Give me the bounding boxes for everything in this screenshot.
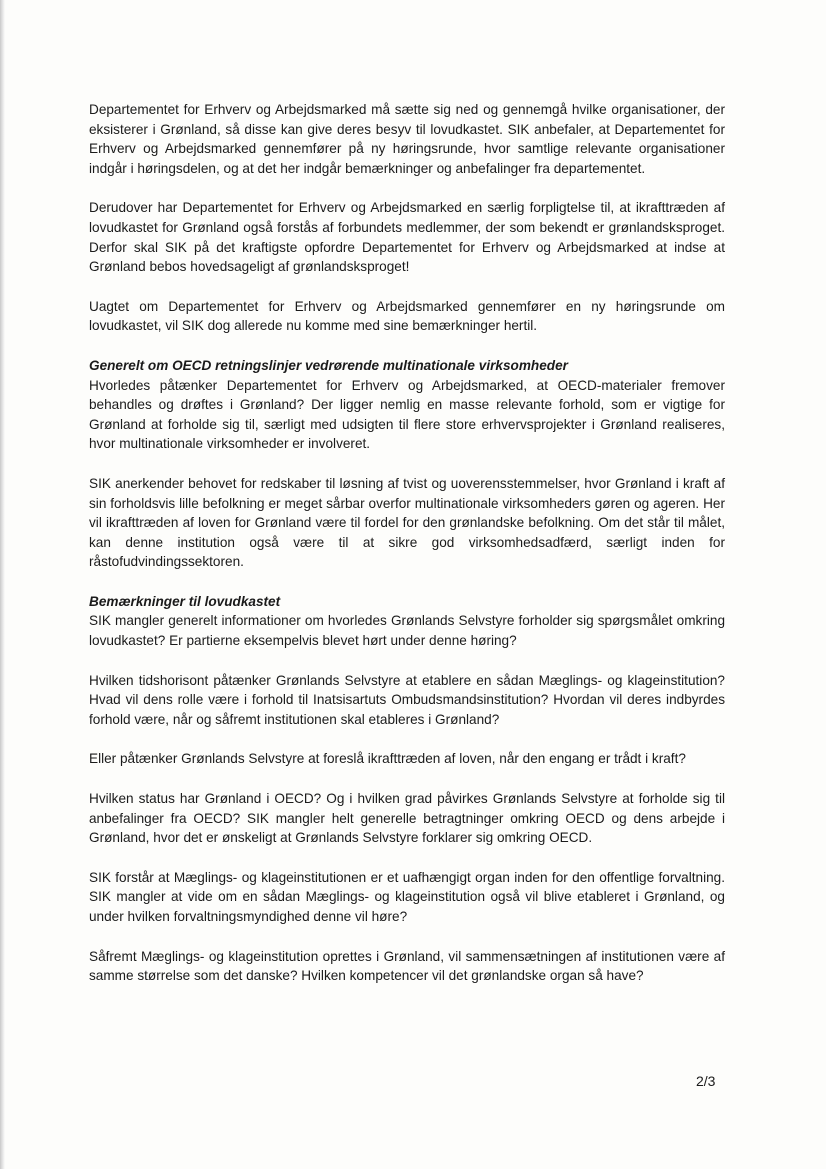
paragraph-self-government-position: SIK mangler generelt informationer om hvorledes Grønlands Selvstyre forholder sig spørgsmålet omkring lovudkastet? Er partierne eksempelvis blevet hørt under denne høring?: [89, 613, 725, 649]
paragraph-entry-into-force: Eller påtænker Grønlands Selvstyre at foreslå ikrafttræden af loven, når den engang er trådt i kraft?: [89, 751, 686, 767]
paragraph-time-horizon: Hvilken tidshorisont påtænker Grønlands Selvstyre at etablere en sådan Mæglings- og klageinstitution? Hvad vil dens rolle være i forhold til Inatsisartuts Ombudsmandsinstitution? Hvordan vil deres indbyrdes forhold være, når og såfremt institutionen skal etableres i Grønland?: [89, 672, 725, 727]
paragraph-oecd-materials: Hvorledes påtænker Departementet for Erhverv og Arbejdsmarked, at OECD-materialer fremover behandles og drøftes i Grønland? Der ligger nemlig en masse relevante forhold, som er vigtige for Grønland at forholde sig til, særligt med udsigten til flere store erhvervsprojekter i Grønland realiseres, hvor multinationale virksomheder er involveret.: [89, 377, 725, 452]
paragraph-independent-body: SIK forstår at Mæglings- og klageinstitutionen er et uafhængigt organ inden for den offentlige forvaltning. SIK mangler at vide om en sådan Mæglings- og klageinstitution også vil blive etableret i Grønland, og under hvilken forvaltningsmyndighed denne vil høre?: [89, 869, 725, 924]
page-number: 2/3: [696, 1073, 716, 1089]
paragraph-comments-intro: Uagtet om Departementet for Erhverv og Arbejdsmarked gennemfører en ny høringsrunde om lovudkastet, vil SIK dog allerede nu komme med sine bemærkninger hertil.: [89, 298, 725, 334]
paragraph-oecd-status: Hvilken status har Grønland i OECD? Og i hvilken grad påvirkes Grønlands Selvstyre at forholde sig til anbefalinger fra OECD? SIK mangler helt generelle betragtninger omkring OECD og dens arbejde i Grønland, hvor det er ønskeligt at Grønlands Selvstyre forklarer sig omkring OECD.: [89, 791, 725, 846]
paragraph-composition: Såfremt Mæglings- og klageinstitution oprettes i Grønland, vil sammensætningen af institutionen være af samme størrelse som det danske? Hvilken kompetencer vil det grønlandske organ så have?: [89, 948, 725, 984]
document-body: [89, 100, 725, 986]
paragraph-greenlandic-language: Derudover har Departementet for Erhverv og Arbejdsmarked en særlig forpligtelse til, at ikrafttræden af lovudkastet for Grønland også forstås af forbundets medlemmer, der som bekendt er grønlandsksproget. Derfor skal SIK på det kraftigste opfordre Departementet for Erhverv og Arbejdsmarked at indse at Grønland bebos hovedsageligt af grønlandsksproget!: [89, 200, 725, 275]
section-heading-oecd-guidelines: Generelt om OECD retningslinjer vedrørende multinationale virksomheder: [89, 357, 568, 373]
paragraph-consultation-request: Departementet for Erhverv og Arbejdsmarked må sætte sig ned og gennemgå hvilke organisationer, der eksisterer i Grønland, så disse kan give deres besyv til lovudkastet. SIK anbefaler, at Departementet for Erhverv og Arbejdsmarked gennemfører på ny høringsrunde, hvor samtlige relevante organisationer indgår i høringsdelen, og at det her indgår bemærkninger og anbefalinger fra departementet.: [89, 102, 725, 176]
paragraph-dispute-tools: SIK anerkender behovet for redskaber til løsning af tvist og uoverensstemmelser, hvor Grønland i kraft af sin forholdsvis lille befolkning er meget sårbar overfor multinationale virksomheders gøren og ageren. Her vil ikrafttræden af loven for Grønland være til fordel for den grønlandske befolkning. Om det står til målet, kan denne institution også være til at sikre god virksomhedsadfærd, særligt inden for råstofudvindingssektoren.: [89, 475, 725, 570]
section-heading-bill-remarks: Bemærkninger til lovudkastet: [89, 593, 281, 609]
scan-edge-shadow: [0, 0, 5, 1169]
